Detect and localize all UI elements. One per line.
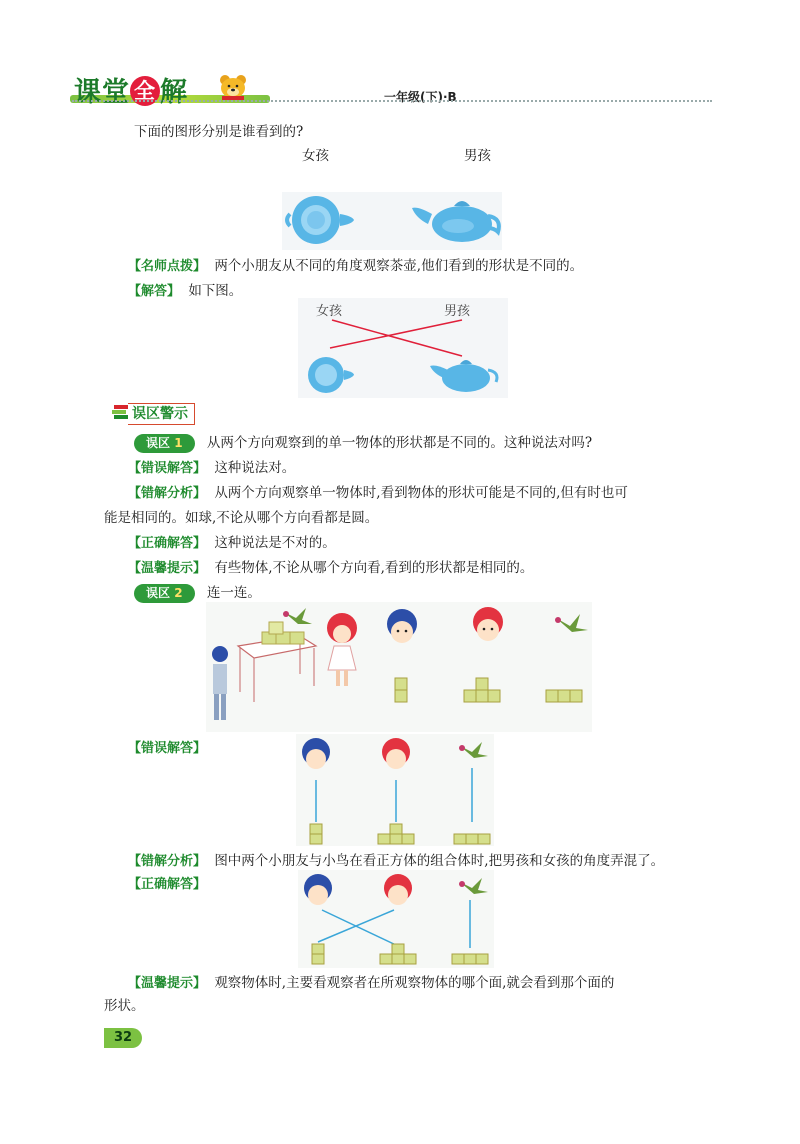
book-title [74, 70, 188, 109]
err2-analysis-text: 图中两个小朋友与小鸟在看正方体的组合体时,把男孩和女孩的角度弄混了。 [214, 853, 665, 869]
section-header [112, 403, 195, 425]
err2-badge-text: 误区 [146, 586, 171, 600]
header-dotted-line [72, 100, 712, 102]
bear-mascot-icon [216, 72, 250, 100]
correct-answer-figure [298, 870, 494, 968]
view-row-three-icon [546, 690, 582, 702]
err2-hint-line [128, 973, 614, 994]
tip-label: 【名师点拨】 [128, 259, 207, 274]
problem-girl-label: 女孩 [302, 148, 329, 164]
answer-text: 如下图。 [188, 283, 243, 299]
problem-boy-label: 男孩 [464, 148, 491, 164]
grade-label: 一年级(下)·B [384, 90, 457, 104]
correct-view-row-icon [452, 954, 488, 964]
err1-question: 从两个方向观察到的单一物体的形状都是不同的。这种说法对吗? [206, 435, 593, 451]
err1-analysis-text1: 从两个方向观察单一物体时,看到物体的形状可能是不同的,但有时也可 [214, 485, 628, 501]
book-title-part-a: 课堂 [74, 77, 130, 108]
err2-analysis-label: 【错解分析】 [128, 854, 207, 869]
book-title-part-b: 解 [160, 77, 188, 108]
view-stack-two-icon [395, 678, 407, 702]
err1-correct-label: 【正确解答】 [128, 536, 207, 551]
answer-line [128, 281, 242, 302]
correct-view-stack-icon [312, 944, 324, 964]
err1-analysis-text2: 能是相同的。如球,不论从哪个方向看都是圆。 [104, 510, 379, 526]
err2-badge [134, 584, 195, 603]
err1-hint-text: 有些物体,不论从哪个方向看,看到的形状都是相同的。 [214, 560, 534, 576]
wrong-answer-figure [296, 734, 494, 846]
err1-analysis-line [128, 483, 628, 504]
err1-badge-text: 误区 [146, 436, 171, 450]
err1-correct-line [128, 533, 336, 554]
section-title: 误区警示 [128, 403, 195, 425]
err1-correct-text: 这种说法是不对的。 [214, 535, 336, 551]
wrong-view-row-icon [454, 834, 490, 844]
answer-girl-label: 女孩 [316, 304, 343, 319]
teapot-views-figure [282, 192, 502, 250]
stack-bars-icon [112, 403, 128, 421]
tip-line [128, 256, 583, 277]
err1-badge-num: 1 [174, 436, 183, 450]
answer-boy-label: 男孩 [444, 304, 471, 319]
answer-figure [298, 298, 508, 398]
err1-analysis-label: 【错解分析】 [128, 486, 207, 501]
err2-badge-num: 2 [174, 586, 183, 600]
err1-hint-line [128, 558, 533, 579]
err1-hint-label: 【温馨提示】 [128, 561, 207, 576]
err2-wrong-label [128, 738, 206, 759]
err2-correct-label-text: 【正确解答】 [128, 877, 207, 892]
err2-hint-label: 【温馨提示】 [128, 976, 207, 991]
problem-question: 下面的图形分别是谁看到的? [134, 124, 304, 140]
err2-analysis-line [128, 851, 664, 872]
book-title-circle: 全 [130, 76, 160, 106]
observation-scene-figure [206, 602, 592, 732]
err1-question-line [134, 433, 592, 453]
wrong-view-stack-icon [310, 824, 322, 844]
err1-wrong-label: 【错误解答】 [128, 461, 207, 476]
err2-question: 连一连。 [206, 585, 261, 601]
err1-badge [134, 434, 195, 453]
page-number: 32 [104, 1028, 142, 1048]
err2-hint-text2: 形状。 [104, 998, 145, 1014]
answer-label: 【解答】 [128, 284, 181, 299]
err2-wrong-label-text: 【错误解答】 [128, 741, 207, 756]
err2-question-line [134, 583, 261, 603]
err2-hint-text1: 观察物体时,主要看观察者在所观察物体的哪个面,就会看到那个面的 [214, 975, 615, 991]
tip-text: 两个小朋友从不同的角度观察茶壶,他们看到的形状是不同的。 [214, 258, 584, 274]
err1-wrong-text: 这种说法对。 [214, 460, 296, 476]
err1-wrong-line [128, 458, 295, 479]
err2-correct-label [128, 874, 206, 895]
